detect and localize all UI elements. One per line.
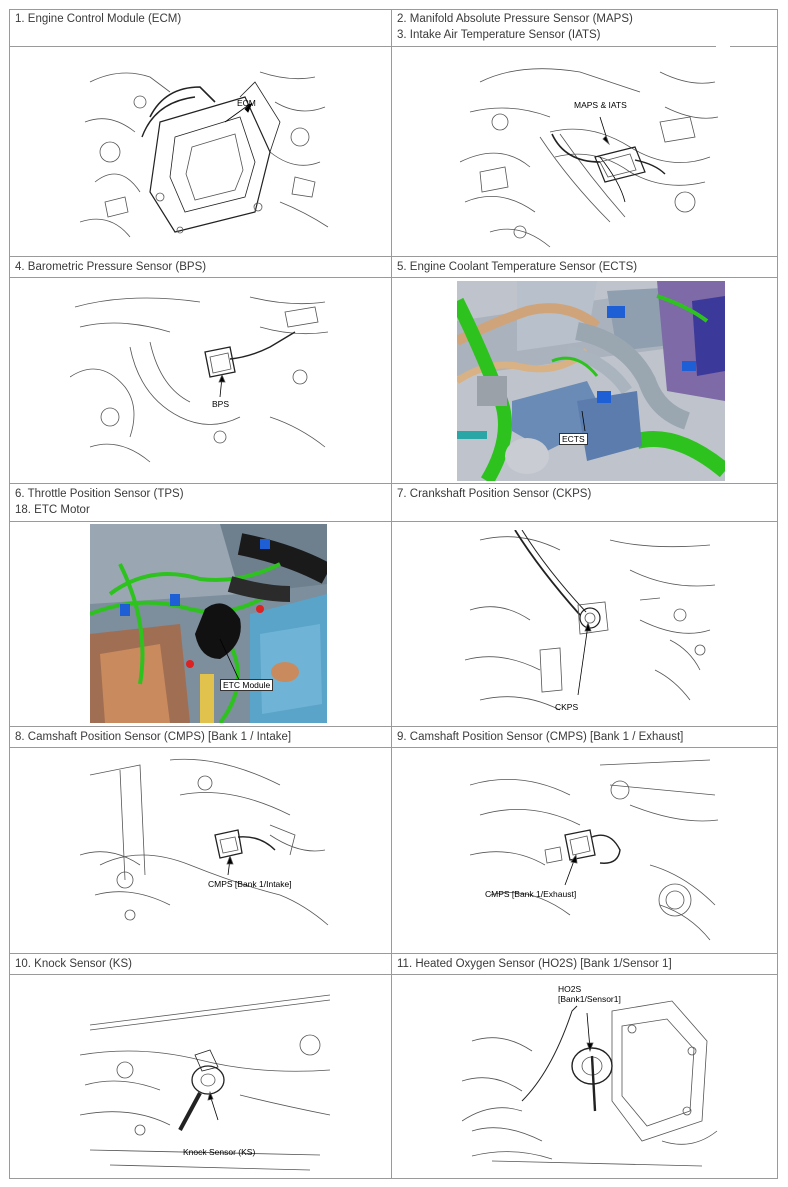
section-title-bps: 4. Barometric Pressure Sensor (BPS): [15, 261, 207, 273]
callout-bps: BPS: [212, 399, 230, 409]
cmps-intake-diagram: [80, 755, 330, 945]
etc-render: [90, 524, 327, 723]
cmps-exhaust-diagram: [470, 755, 720, 945]
section-title-cmps-exhaust: 9. Camshaft Position Sensor (CMPS) [Bank 1 / Exhaust]: [397, 731, 684, 743]
row-divider: [9, 521, 778, 522]
row-divider: [9, 256, 778, 257]
section-title-cmps-intake: 8. Camshaft Position Sensor (CMPS) [Bank 1 / Intake]: [15, 731, 292, 743]
section-title-iats: 3. Intake Air Temperature Sensor (IATS): [397, 29, 601, 41]
ecm-diagram: [80, 62, 330, 247]
row-divider: [9, 974, 778, 975]
section-title-ks: 10. Knock Sensor (KS): [15, 958, 132, 970]
section-title-maps: 2. Manifold Absolute Pressure Sensor (MAPS): [397, 13, 633, 25]
row-divider: [9, 726, 778, 727]
section-title-ects: 5. Engine Coolant Temperature Sensor (ECTS): [397, 261, 638, 273]
border-gap: [716, 46, 730, 48]
row-divider: [9, 953, 778, 954]
ho2s-diagram: [462, 981, 722, 1175]
maps-iats-diagram: [460, 62, 720, 252]
section-title-ho2s: 11. Heated Oxygen Sensor (HO2S) [Bank 1/Sensor 1]: [397, 958, 672, 970]
callout-knock-sensor: Knock Sensor (KS): [183, 1147, 256, 1157]
callout-ckps: CKPS: [555, 702, 579, 712]
column-divider: [391, 9, 392, 1179]
callout-ects: ECTS: [559, 433, 588, 445]
callout-cmps-exhaust: CMPS [Bank 1/Exhaust]: [485, 889, 577, 899]
callout-etc-module: ETC Module: [220, 679, 273, 691]
ects-render: [457, 281, 725, 481]
bps-diagram: [70, 287, 330, 477]
knock-sensor-diagram: [80, 985, 340, 1175]
callout-ecm: ECM: [237, 98, 256, 108]
callout-cmps-intake: CMPS [Bank 1/Intake]: [208, 879, 292, 889]
row-divider: [9, 747, 778, 748]
section-title-ecm: 1. Engine Control Module (ECM): [15, 13, 182, 25]
row-divider: [9, 277, 778, 278]
callout-ho2s: HO2S [Bank1/Sensor1]: [558, 984, 621, 1004]
section-title-etc-motor: 18. ETC Motor: [15, 504, 90, 516]
row-divider: [9, 483, 778, 484]
callout-maps-iats: MAPS & IATS: [574, 100, 627, 110]
row-divider: [9, 46, 778, 47]
ckps-diagram: [460, 530, 720, 720]
section-title-tps: 6. Throttle Position Sensor (TPS): [15, 488, 184, 500]
section-title-ckps: 7. Crankshaft Position Sensor (CKPS): [397, 488, 592, 500]
